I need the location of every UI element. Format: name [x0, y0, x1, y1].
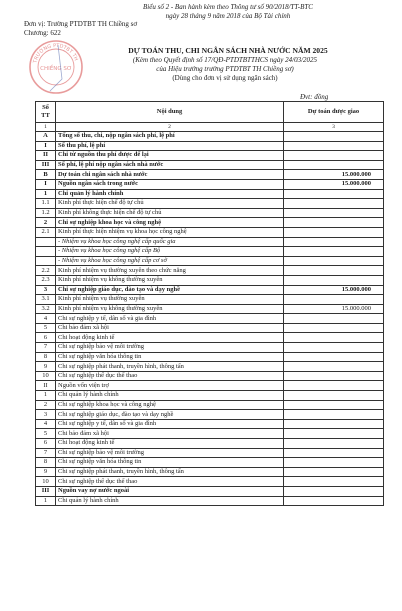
row-estimate — [284, 477, 384, 487]
column-header-stt: Số TT — [36, 102, 56, 123]
row-number: 1 — [36, 391, 56, 401]
table-row — [36, 208, 384, 218]
row-estimate — [284, 218, 384, 228]
table-row — [36, 141, 384, 151]
row-content: Chi bảo đảm xã hội — [56, 429, 284, 439]
row-estimate — [284, 391, 384, 401]
table-row — [36, 285, 384, 295]
row-content: - Nhiệm vụ khoa học công nghệ cấp quốc gia — [56, 237, 284, 247]
row-content: Chi sự nghiệp văn hóa thông tin — [56, 352, 284, 362]
row-estimate — [284, 496, 384, 506]
row-content: Chi sự nghiệp giáo dục, đào tạo và dạy nghề — [56, 410, 284, 420]
table-row — [36, 323, 384, 333]
row-content: Nguồn vay nợ nước ngoài — [56, 486, 284, 496]
row-content: Chi sự nghiệp bảo vệ môi trường — [56, 448, 284, 458]
table-row — [36, 295, 384, 305]
row-number: 7 — [36, 448, 56, 458]
table-row — [36, 477, 384, 487]
row-estimate — [284, 132, 384, 142]
row-content: Số thu phí, lệ phí — [56, 141, 284, 151]
row-content: Dự toán chi ngân sách nhà nước — [56, 170, 284, 180]
table-row — [36, 362, 384, 372]
row-number: 7 — [36, 343, 56, 353]
table-row — [36, 314, 384, 324]
row-content: Chi sự nghiệp khoa học và công nghệ — [56, 218, 284, 228]
table-row — [36, 160, 384, 170]
unit-info — [24, 20, 137, 38]
row-estimate — [284, 333, 384, 343]
row-estimate: 15.000.000 — [284, 179, 384, 189]
row-number: 9 — [36, 467, 56, 477]
table-header-row — [36, 102, 384, 123]
row-number: A — [36, 132, 56, 142]
chapter-label: Chương: 622 — [24, 29, 61, 37]
row-content: Kinh phí nhiệm vụ không thường xuyên — [56, 275, 284, 285]
row-content: Chi sự nghiệp phát thanh, truyền hình, thông tấn — [56, 467, 284, 477]
stamp-center-text: CHIỀNG SƠ — [40, 66, 72, 72]
table-row — [36, 429, 384, 439]
row-number: 5 — [36, 323, 56, 333]
document-title: DỰ TOÁN THU, CHI NGÂN SÁCH NHÀ NƯỚC NĂM 2025 — [128, 46, 328, 55]
row-number — [36, 237, 56, 247]
row-content: Chi hoạt động kinh tế — [56, 439, 284, 449]
row-content: Tổng số thu, chi, nộp ngân sách phí, lệ phí — [56, 132, 284, 142]
row-content: Chi sự nghiệp văn hóa thông tin — [56, 458, 284, 468]
row-estimate — [284, 381, 384, 391]
table-row — [36, 486, 384, 496]
row-estimate — [284, 343, 384, 353]
row-number: 2.1 — [36, 227, 56, 237]
row-number: 5 — [36, 429, 56, 439]
row-estimate — [284, 266, 384, 276]
row-content: Chi sự nghiệp khoa học và công nghệ — [56, 400, 284, 410]
column-header-content: Nội dung — [56, 102, 284, 123]
row-estimate — [284, 256, 384, 266]
row-content: Chi sự nghiệp giáo dục, đào tạo và dạy nghề — [56, 285, 284, 295]
row-estimate — [284, 352, 384, 362]
row-estimate — [284, 247, 384, 257]
row-number: 9 — [36, 362, 56, 372]
row-number: 10 — [36, 477, 56, 487]
row-content: Nguồn vốn viện trợ — [56, 381, 284, 391]
row-number: 1 — [36, 189, 56, 199]
row-content: Chi quản lý hành chính — [56, 391, 284, 401]
document-subtitle — [80, 56, 370, 84]
table-row — [36, 391, 384, 401]
table-row — [36, 247, 384, 257]
row-content: Chi quản lý hành chính — [56, 189, 284, 199]
column-index-3: 3 — [284, 123, 384, 132]
table-row — [36, 419, 384, 429]
row-content: Chi từ nguồn thu phí được để lại — [56, 151, 284, 161]
row-number: II — [36, 381, 56, 391]
column-index-2: 2 — [56, 123, 284, 132]
row-estimate — [284, 237, 384, 247]
row-number: 6 — [36, 439, 56, 449]
column-header-estimate: Dự toán được giao — [284, 102, 384, 123]
table-row — [36, 256, 384, 266]
row-content: Kinh phí nhiệm vụ không thường xuyên — [56, 304, 284, 314]
row-number: I — [36, 141, 56, 151]
row-number: B — [36, 170, 56, 180]
row-content: Chi sự nghiệp y tế, dân số và gia đình — [56, 314, 284, 324]
table-row — [36, 467, 384, 477]
row-estimate — [284, 189, 384, 199]
table-row — [36, 400, 384, 410]
row-estimate — [284, 151, 384, 161]
table-row — [36, 218, 384, 228]
table-row — [36, 199, 384, 209]
row-number — [36, 247, 56, 257]
row-number: 4 — [36, 314, 56, 324]
row-estimate: 15.000.000 — [284, 285, 384, 295]
row-number — [36, 256, 56, 266]
row-number: 2.2 — [36, 266, 56, 276]
row-content: Chi sự nghiệp thể dục thể thao — [56, 477, 284, 487]
row-estimate — [284, 227, 384, 237]
row-estimate — [284, 448, 384, 458]
row-content: Kinh phí thực hiện nhiệm vụ khoa học công nghệ — [56, 227, 284, 237]
table-row — [36, 343, 384, 353]
row-number: 6 — [36, 333, 56, 343]
row-number: 2 — [36, 218, 56, 228]
row-content: Kinh phí thực hiện chế độ tự chủ — [56, 199, 284, 209]
table-row — [36, 371, 384, 381]
subtitle-decision: (Kèm theo Quyết định số 17/QĐ-PTDTBTTHCS ngày 24/03/2025 — [132, 56, 318, 64]
row-number: 4 — [36, 419, 56, 429]
row-estimate — [284, 141, 384, 151]
row-number: 8 — [36, 458, 56, 468]
row-content: Số phí, lệ phí nộp ngân sách nhà nước — [56, 160, 284, 170]
table-row — [36, 189, 384, 199]
row-number: 1.1 — [36, 199, 56, 209]
table-index-row — [36, 123, 384, 132]
row-number: 2.3 — [36, 275, 56, 285]
table-row — [36, 132, 384, 142]
budget-table — [35, 101, 384, 506]
table-row — [36, 237, 384, 247]
form-reference-line-1: Biểu số 2 - Ban hành kèm theo Thông tư số 90/2018/TT-BTC — [143, 3, 313, 11]
row-estimate — [284, 362, 384, 372]
table-row — [36, 439, 384, 449]
unit-label: Đơn vị: Trường PTDTBT TH Chiềng sơ — [24, 20, 138, 28]
row-content: - Nhiệm vụ khoa học công nghệ cấp Bộ — [56, 247, 284, 257]
row-estimate: 15.000.000 — [284, 304, 384, 314]
row-estimate — [284, 371, 384, 381]
row-content: Kinh phí không thực hiện chế độ tự chủ — [56, 208, 284, 218]
row-number: 10 — [36, 371, 56, 381]
row-number: I — [36, 179, 56, 189]
row-estimate — [284, 400, 384, 410]
row-number: 3 — [36, 410, 56, 420]
row-estimate — [284, 323, 384, 333]
row-estimate — [284, 429, 384, 439]
column-index-1: 1 — [36, 123, 56, 132]
stamp-ring-text: TRƯỜNG PTDTBT TH — [32, 42, 79, 64]
table-row — [36, 304, 384, 314]
row-number: 3.1 — [36, 295, 56, 305]
table-row — [36, 496, 384, 506]
official-stamp — [28, 39, 84, 95]
row-content: - Nhiệm vụ khoa học công nghệ cấp cơ sở — [56, 256, 284, 266]
form-reference-line-2: ngày 28 tháng 9 năm 2018 của Bộ Tài chính — [165, 12, 291, 20]
table-row — [36, 227, 384, 237]
row-number: II — [36, 151, 56, 161]
row-estimate: 15.000.000 — [284, 170, 384, 180]
table-row — [36, 333, 384, 343]
table-row — [36, 352, 384, 362]
row-number: III — [36, 160, 56, 170]
row-estimate — [284, 295, 384, 305]
row-content: Chi hoạt động kinh tế — [56, 333, 284, 343]
table-row — [36, 458, 384, 468]
row-estimate — [284, 458, 384, 468]
row-estimate — [284, 275, 384, 285]
row-content: Chi sự nghiệp bảo vệ môi trường — [56, 343, 284, 353]
row-content: Kinh phí nhiệm vụ thường xuyên theo chức năng — [56, 266, 284, 276]
subtitle-issuer: của Hiệu trưởng trường PTDTBT TH Chiềng sơ) — [156, 65, 294, 74]
row-estimate — [284, 419, 384, 429]
row-number: 3 — [36, 285, 56, 295]
currency-unit: Đvt: đồng — [300, 93, 329, 101]
table-row — [36, 275, 384, 285]
table-row — [36, 151, 384, 161]
table-row — [36, 170, 384, 180]
table-row — [36, 266, 384, 276]
row-estimate — [284, 199, 384, 209]
row-number: 3.2 — [36, 304, 56, 314]
row-content: Chi quản lý hành chính — [56, 496, 284, 506]
table-row — [36, 179, 384, 189]
row-estimate — [284, 439, 384, 449]
row-content: Kinh phí nhiệm vụ thường xuyên — [56, 295, 284, 305]
row-number: 1.2 — [36, 208, 56, 218]
row-number: 1 — [36, 496, 56, 506]
row-number: III — [36, 486, 56, 496]
row-estimate — [284, 486, 384, 496]
row-content: Chi sự nghiệp phát thanh, truyền hình, thông tấn — [56, 362, 284, 372]
subtitle-usage: (Dùng cho đơn vị sử dụng ngân sách) — [172, 74, 278, 83]
row-number: 2 — [36, 400, 56, 410]
table-row — [36, 448, 384, 458]
row-estimate — [284, 314, 384, 324]
row-estimate — [284, 410, 384, 420]
table-row — [36, 381, 384, 391]
form-reference — [78, 3, 378, 21]
row-content: Chi bảo đảm xã hội — [56, 323, 284, 333]
row-estimate — [284, 160, 384, 170]
row-content: Chi sự nghiệp thể dục thể thao — [56, 371, 284, 381]
row-estimate — [284, 467, 384, 477]
row-estimate — [284, 208, 384, 218]
row-content: Chi sự nghiệp y tế, dân số và gia đình — [56, 419, 284, 429]
row-content: Nguồn ngân sách trong nước — [56, 179, 284, 189]
table-row — [36, 410, 384, 420]
row-number: 8 — [36, 352, 56, 362]
